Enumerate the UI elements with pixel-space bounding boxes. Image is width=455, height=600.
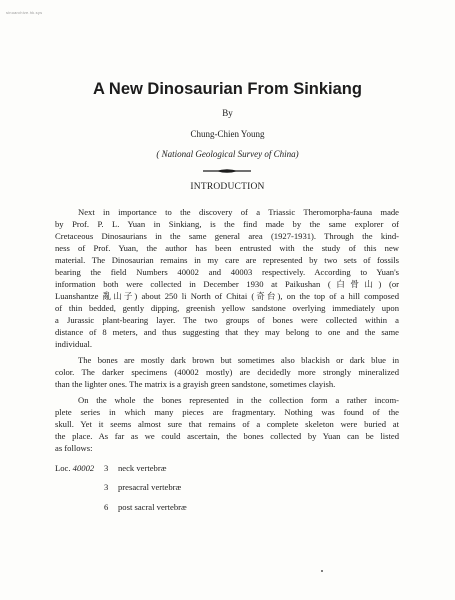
author-affiliation: ( National Geological Survey of China) <box>156 149 299 159</box>
body-line: by Prof. P. L. Yuan in Sinkiang, is the find made by the same explorer of <box>55 219 399 229</box>
item-count: 3 <box>104 482 109 492</box>
body-line: plete series in which many pieces are fragmentary. Nothing was found of the <box>55 407 399 417</box>
item-name: post sacral vertebræ <box>118 502 187 512</box>
scan-speck <box>321 570 323 572</box>
locality-list-item <box>104 482 181 492</box>
body-line: a Jurassic plant-bearing layer. The two groups of bones were collected within a <box>55 315 399 325</box>
byline: By <box>222 108 233 118</box>
body-line: skull. Yet it seems almost sure that remains of a complete skeleton were buried at <box>55 419 399 429</box>
author-name: Chung-Chien Young <box>190 129 265 139</box>
body-line: The bones are mostly dark brown but sometimes also blackish or dark blue in <box>78 355 399 365</box>
body-line: of thin bedded, gently dipping, greenish yellow sandstone overlying immediately upon <box>55 303 399 313</box>
locality-list-item <box>104 502 187 512</box>
body-line: than the lighter ones. The matrix is a grayish green sandstone, sometimes clayish. <box>55 379 336 389</box>
body-line: individual. <box>55 339 92 349</box>
body-line: as follows: <box>55 443 93 453</box>
body-line: material. The Dinosaurian remains in my care are represented by two sets of fossils <box>55 255 399 265</box>
body-line: Luanshantze 亂山子) about 250 li North of Chitai (奇台), on the top of a hill composed <box>55 291 399 301</box>
item-count: 6 <box>104 502 109 512</box>
locality-number: 40002 <box>72 463 95 473</box>
body-line: Cretaceous Dinosaurians in the same general area (1927-1931). Through the kind- <box>55 231 399 241</box>
ornament-rule-icon <box>202 168 252 174</box>
body-line: color. The darker specimens (40002 mostly) are decidedly more strongly mineralized <box>55 367 399 377</box>
body-line: bearing the field Numbers 40002 and 40003 respectively. According to Yuan's <box>55 267 399 277</box>
body-line: distance of 8 meters, and thus suggesting that they may belong to one and the same <box>55 327 399 337</box>
body-line: the place. As far as we could ascertain, the bones collected by Yuan can be listed <box>55 431 399 441</box>
body-line: Next in importance to the discovery of a Triassic Theromorpha-fauna made <box>78 207 399 217</box>
locality-label <box>55 463 94 473</box>
body-line: information both were collected in December 1930 at Paikushan (白骨山) (or <box>55 279 399 289</box>
locality-list-item <box>104 463 166 473</box>
item-count: 3 <box>104 463 109 473</box>
item-name: presacral vertebræ <box>118 482 182 492</box>
section-heading: INTRODUCTION <box>190 182 265 192</box>
body-line: ness of Prof. Yuan, the author has been entrusted with the study of this new <box>55 243 399 253</box>
locality-prefix: Loc. <box>55 463 71 473</box>
paper-title: A New Dinosaurian From Sinkiang <box>93 80 362 98</box>
watermark: sinoarchive.hk.sys <box>6 10 43 15</box>
body-line: On the whole the bones represented in the collection form a rather incom- <box>78 395 399 405</box>
item-name: neck vertebræ <box>118 463 167 473</box>
